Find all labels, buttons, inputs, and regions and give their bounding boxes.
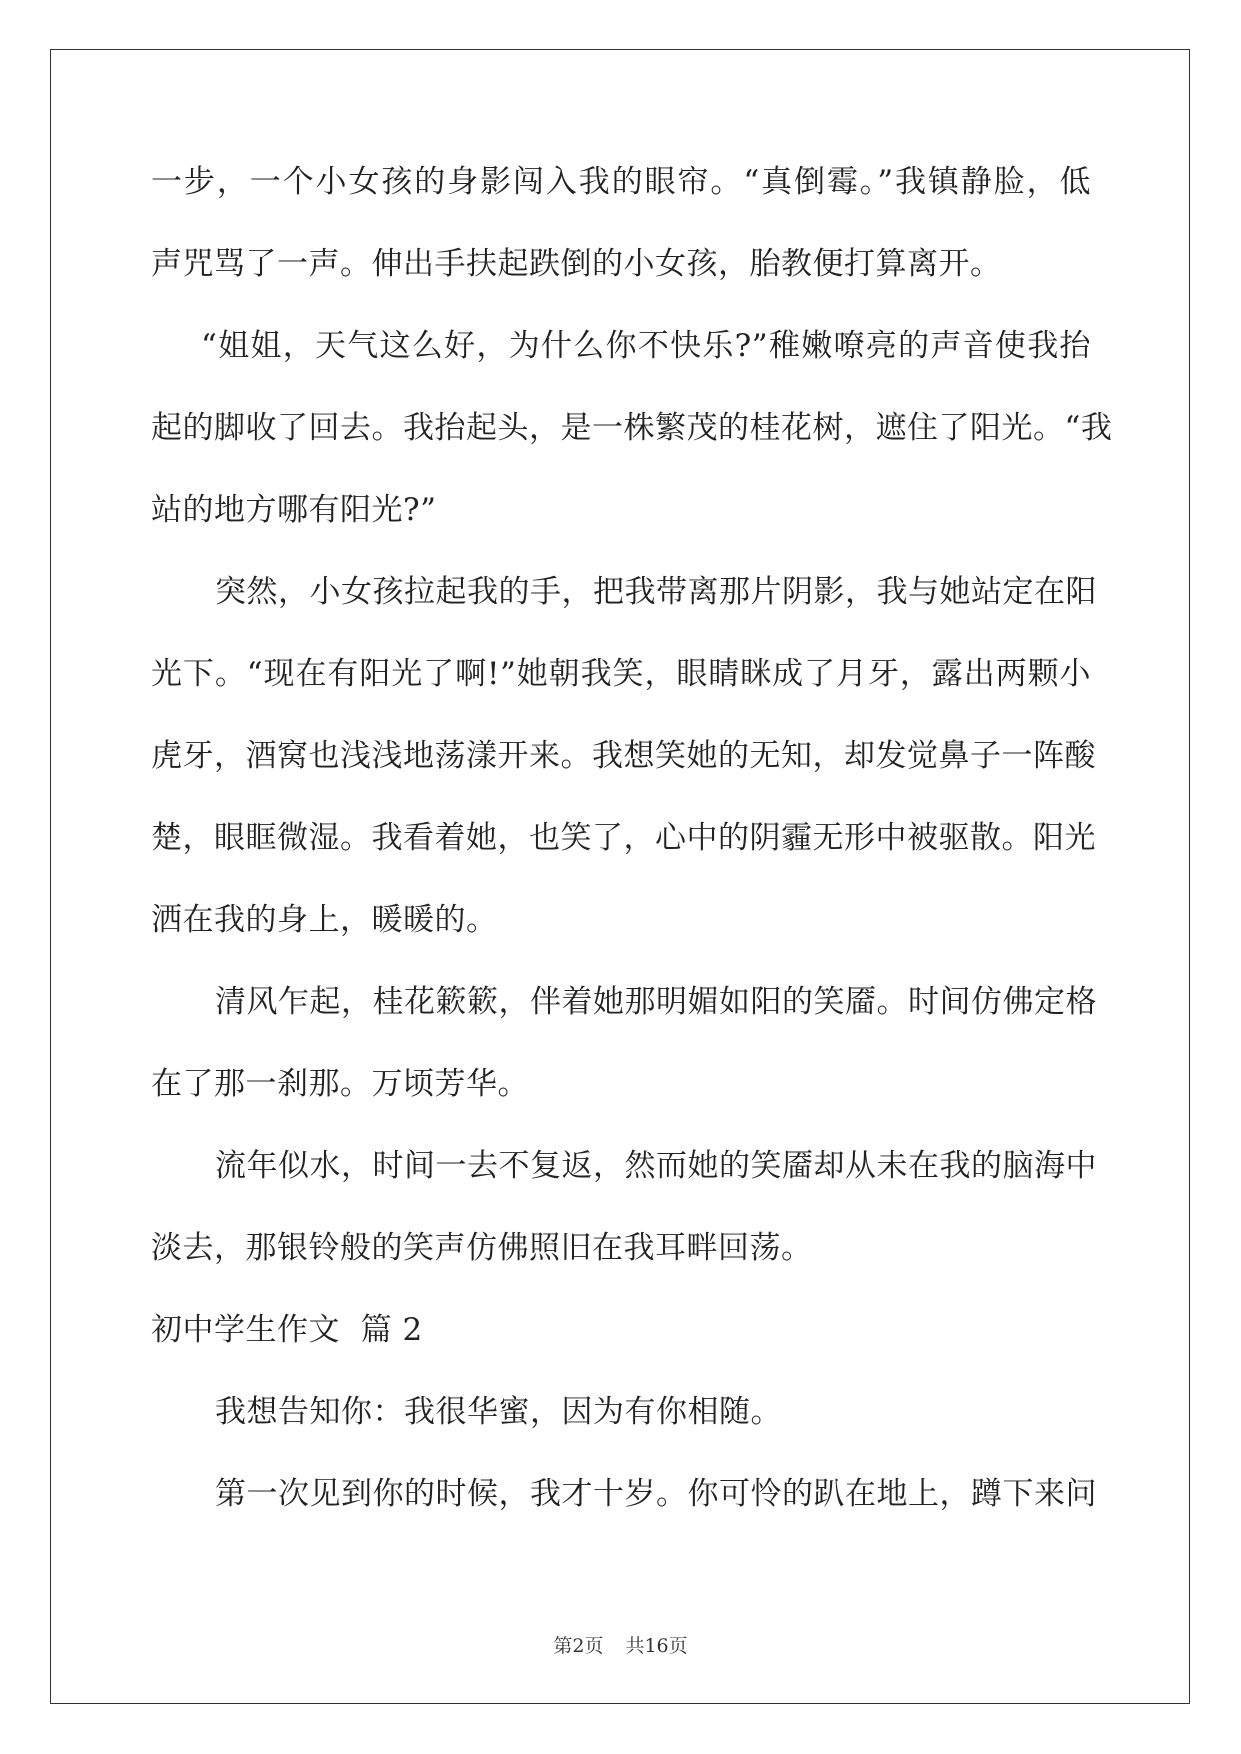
text-line: 我想告知你：我很华蜜，因为有你相随。: [215, 1394, 782, 1430]
section-heading: 初中学生作文 篇 2: [151, 1312, 423, 1348]
page-footer: [0, 1631, 1241, 1658]
text-line: 光下。“现在有阳光了啊!”她朝我笑，眼睛眯成了月牙，露出两颗小: [151, 656, 1091, 692]
text-line: 一步，一个小女孩的身影闯入我的眼帘。“真倒霉。”我镇静脸，低: [151, 164, 1091, 200]
text-line: “姐姐，天气这么好，为什么你不快乐?”稚嫩嘹亮的声音使我抬: [201, 328, 1091, 364]
document-body: [151, 160, 1113, 1554]
text-line: 虎牙，酒窝也浅浅地荡漾开来。我想笑她的无知，却发觉鼻子一阵酸: [151, 738, 1096, 774]
text-line: 站的地方哪有阳光?”: [151, 492, 437, 528]
text-line: 起的脚收了回去。我抬起头，是一株繁茂的桂花树，遮住了阳光。“我: [151, 410, 1113, 446]
text-line: 淡去，那银铃般的笑声仿佛照旧在我耳畔回荡。: [151, 1230, 813, 1266]
text-line: 在了那一刹那。万顷芳华。: [151, 1066, 529, 1102]
text-line: 清风乍起，桂花簌簌，伴着她那明媚如阳的笑靥。时间仿佛定格: [215, 984, 1097, 1020]
page-total: 共16页: [625, 1635, 688, 1657]
text-line: 突然，小女孩拉起我的手，把我带离那片阴影，我与她站定在阳: [215, 574, 1097, 610]
text-line: 流年似水，时间一去不复返，然而她的笑靥却从未在我的脑海中: [215, 1148, 1097, 1184]
page-number: 第2页: [553, 1635, 604, 1657]
text-line: 声咒骂了一声。伸出手扶起跌倒的小女孩，胎教便打算离开。: [151, 246, 1002, 282]
text-line: 洒在我的身上，暖暖的。: [151, 902, 498, 938]
text-line: 楚，眼眶微湿。我看着她，也笑了，心中的阴霾无形中被驱散。阳光: [151, 820, 1096, 856]
text-line: 第一次见到你的时候，我才十岁。你可怜的趴在地上，蹲下来问: [215, 1476, 1097, 1512]
